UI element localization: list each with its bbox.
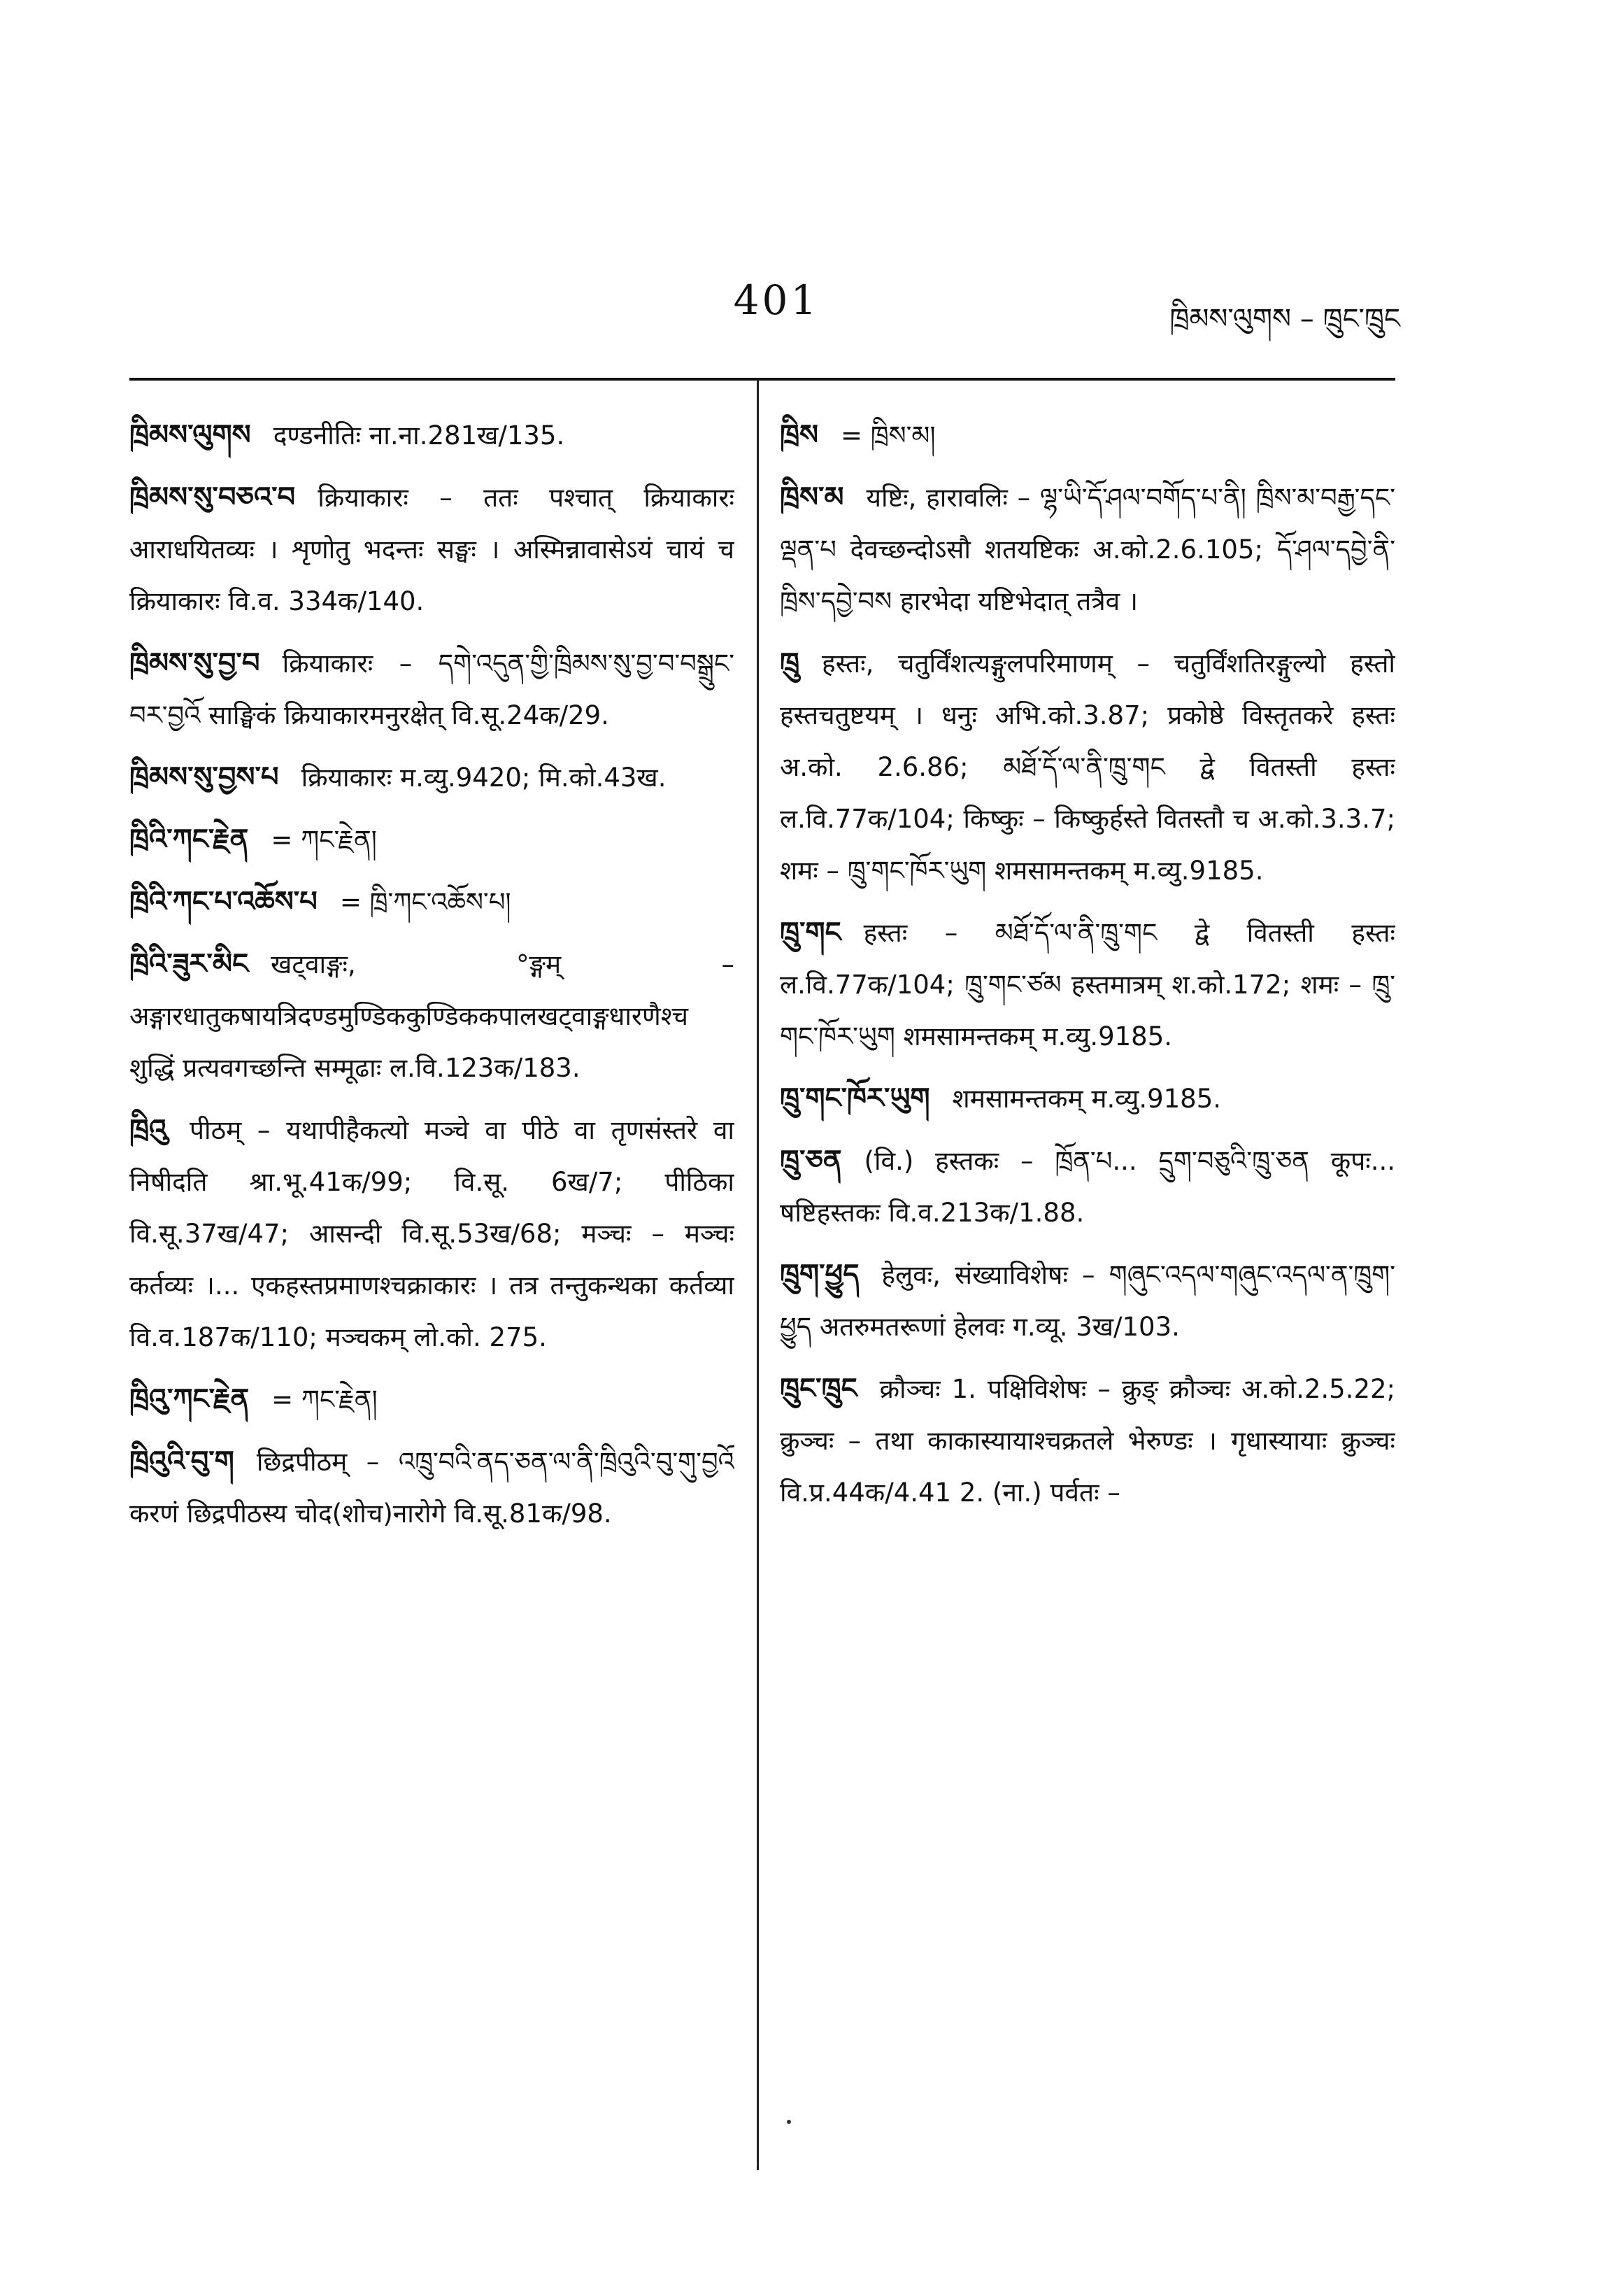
dictionary-entry <box>129 814 734 866</box>
dictionary-entry <box>129 751 734 804</box>
entry-definition: हस्तः – མཐོ་དོ་ལ་ནི་ཁྲུ་གང द्वे वितस्ती हस्तः ल.वि.77क/104; ཁྲུ་གང་ཙམ हस्तमात्रम् श.को.172; शमः – ཁྲུ་གང་ཁོར་ཡུག शमसामन्तकम् म.व्यु.9185. <box>780 918 1395 1052</box>
entry-headword: ཁྲིམས་སུ་བཅའ་བ <box>129 481 296 514</box>
page-number: 401 <box>733 276 820 324</box>
dictionary-entry <box>129 1104 734 1364</box>
entry-headword: ཁྲིམས་ལུགས <box>129 419 251 451</box>
entry-definition: दण्डनीतिः ना.ना.281ख/135. <box>273 420 565 451</box>
entry-definition: (वि.) हस्तकः – ཁྲོན་པ... དྲུག་བཅུའི་ཁྲུ་ཅན कूपः... षष्टिहस्तकः वि.व.213क/1.88. <box>780 1146 1395 1228</box>
entry-headword: ཁྲིས་མ <box>780 481 844 514</box>
left-column <box>129 409 734 1550</box>
dictionary-entry <box>780 409 1395 462</box>
entry-definition: शमसामन्तकम् म.व्यु.9185. <box>952 1084 1222 1114</box>
entry-headword: ཁྲུང་ཁྲུང <box>780 1373 857 1405</box>
footer-dot <box>787 2120 791 2124</box>
dictionary-entry <box>129 409 734 462</box>
entry-headword: ཁྲིའུའི་བུ་ག <box>129 1445 234 1478</box>
dictionary-entry <box>780 907 1395 1063</box>
entry-definition: = ཀང་རྗེན། <box>271 1385 378 1415</box>
entry-headword: ཁྲིའུ <box>129 1114 167 1146</box>
entry-headword: ཁྲུ་གང <box>780 916 841 949</box>
dictionary-entry <box>780 637 1395 897</box>
header-rule <box>129 378 1395 381</box>
dictionary-entry <box>129 637 734 742</box>
dictionary-entry <box>129 1373 734 1426</box>
entry-headword: ཁྲུག་ཕྱུད <box>780 1259 860 1291</box>
entry-headword: ཁྲིས <box>780 419 818 451</box>
entry-headword: ཁྲུ <box>780 647 799 679</box>
entry-headword: ཁྲིའི་ཟུར་མིང <box>129 948 249 980</box>
right-column <box>780 409 1395 1529</box>
entry-definition: क्रियाकारः – དགེ་འདུན་གྱི་ཁྲིམས་སུ་བྱ་བ་བསྒྲུང་བར་བྱའོ साङ्घिकं क्रियाकारमनुरक्षेत् वि.सू.24क/29. <box>129 649 734 730</box>
dictionary-entry <box>780 1135 1395 1239</box>
running-head: ཁྲིམས་ལུགས – ཁྲུང་ཁྲུང <box>1169 303 1400 335</box>
entry-definition: = ཁྲིས་མ། <box>841 420 936 451</box>
entry-headword: ཁྲིའི་ཀང་རྗེན <box>129 823 249 856</box>
entry-definition: हेलुवः, संख्याविशेषः – གཞུང་འདལ་གཞུང་འདལ་ན་ཁྲུག་ཕྱུད अतरुमतरूणां हेलवः ग.व्यू. 3ख/103. <box>780 1260 1395 1342</box>
entry-headword: ཁྲིམས་སུ་བྱ་བ <box>129 647 260 679</box>
entry-definition: पीठम् – यथापीहैकत्यो मञ्चे वा पीठे वा तृणसंस्तरे वा निषीदति श्रा.भू.41क/99; वि.सू. 6ख/7; पीठिका वि.सू.37ख/47; आसन्दी वि.सू.53ख/68; मञ्चः – मञ्चः कर्तव्यः ।... एकहस्तप्रमाणश्चक्राकारः । तत्र तन्तुकन्थका कर्तव्या वि.व.187क/110; मञ्चकम् लो.को. 275. <box>129 1115 734 1352</box>
entry-definition: छिद्रपीठम् – འཁྲུ་བའི་ནད་ཅན་ལ་ནི་ཁྲིའུའི་བུ་གུ་བྱའོ करणं छिद्रपीठस्य चोद(शोच)नारोगे वि.सू.81क/98. <box>129 1447 734 1529</box>
entry-headword: ཁྲིམས་སུ་བྱས་པ <box>129 761 279 793</box>
entry-definition: क्रियाकारः म.व्यु.9420; मि.को.43ख. <box>301 763 667 793</box>
entry-headword: ཁྲུ་གང་ཁོར་ཡུག <box>780 1082 930 1114</box>
entry-headword: ཁྲིའུ་ཀང་རྗེན <box>129 1383 250 1415</box>
entry-definition: हस्तः, चतुर्विंशत्यङ्गुलपरिमाणम् – चतुर्विंशतिरङ्गुल्यो हस्तो हस्तचतुष्टयम् । धनुः अभि.को.3.87; प्रकोष्ठे विस्तृतकरे हस्तः अ.को. 2.6.86; མཐོ་དོ་ལ་ནི་ཁྲུ་གང द्वे वितस्ती हस्तः ल.वि.77क/104; किष्कुः – किष्कुर्हस्ते वितस्तौ च अ.को.3.3.7; शमः – ཁྲུ་གང་ཁོར་ཡུག शमसामन्तकम् म.व्यु.9185. <box>780 649 1395 886</box>
entry-headword: ཁྲུ་ཅན <box>780 1145 842 1177</box>
dictionary-entry <box>129 472 734 628</box>
entry-definition: = ཁྲི་ཀང་འཆོས་པ། <box>339 887 511 917</box>
column-divider <box>757 379 759 2170</box>
entry-definition: खट्वाङ्गः, °ङ्गम् – अङ्गारधातुकषायत्रिदण्डमुण्डिककुण्डिककपालखट्वाङ्गधारणैश्च शुद्धिं प्रत्यवगच्छन्ति सम्मूढाः ल.वि.123क/183. <box>129 949 734 1083</box>
dictionary-entry <box>129 1436 734 1540</box>
dictionary-entry <box>780 1363 1395 1519</box>
dictionary-entry <box>129 938 734 1094</box>
entry-headword: ཁྲིའི་ཀང་པ་འཆོས་པ <box>129 886 318 918</box>
entry-definition: = ཀང་རྗེན། <box>271 825 377 855</box>
dictionary-entry <box>780 1072 1395 1125</box>
entry-definition: क्रियाकारः – ततः पश्चात् क्रियाकारः आराधयितव्यः । शृणोतु भदन्तः सङ्घः । अस्मिन्नावासेऽयं चायं च क्रियाकारः वि.व. 334क/140. <box>129 483 734 616</box>
dictionary-entry <box>129 876 734 928</box>
entry-definition: यष्टिः, हारावलिः – ལྷ་ཡི་དོ་ཤལ་བགོད་པ་ནི། ཁྲིས་མ་བརྒྱ་དང་ལྡན་པ देवच्छन्दोऽसौ शतयष्टिकः अ.को.2.6.105; དོ་ཤལ་དབྱེ་ནི་ཁྲིས་དབྱེ་བས हारभेदा यष्टिभेदात् तत्रैव । <box>780 483 1395 616</box>
entry-definition: क्रौञ्चः 1. पक्षिविशेषः – क्रुङ् क्रौञ्चः अ.को.2.5.22; क्रुञ्चः – तथा काकास्यायाश्चक्रतले भेरुण्डः । गृधास्यायाः क्रुञ्चः वि.प्र.44क/4.41 2. (ना.) पर्वतः – <box>780 1374 1395 1508</box>
dictionary-entry <box>780 1249 1395 1353</box>
dictionary-entry <box>780 472 1395 628</box>
